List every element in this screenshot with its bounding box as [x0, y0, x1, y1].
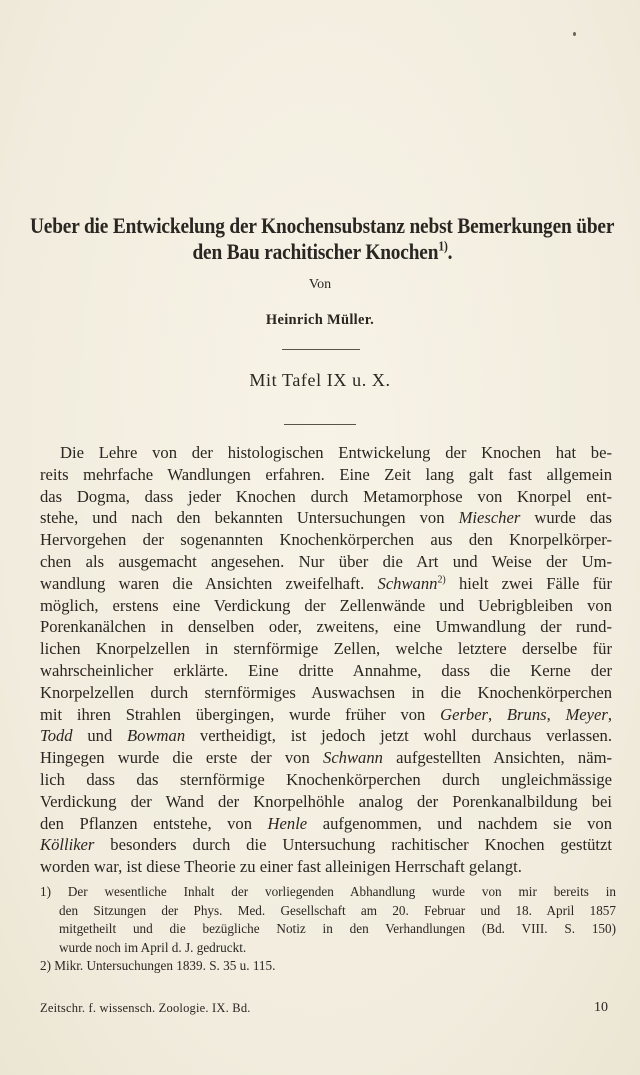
article-title [30, 213, 615, 265]
text-line [40, 769, 612, 791]
page-number: 10 [594, 1000, 608, 1015]
footnote-ref: 2) [437, 574, 446, 586]
footnote-line: 1) Der wesentliche Inhalt der vorliegenden Abhandlung wurde von mir bereits in [40, 884, 616, 899]
text-run: Hingegen wurde die erste der von [40, 748, 324, 768]
text-run: Knorpelzellen durch sternförmiges Auswachsen in die Knochenkörperchen [40, 682, 612, 702]
text-line [40, 747, 612, 769]
author-citation: Miescher [458, 508, 521, 528]
text-run: hielt zwei Fälle für [445, 573, 612, 593]
footnote-line: 2) Mikr. Untersuchungen 1839. S. 35 u. 115. [40, 958, 276, 973]
plates-note: Mit Tafel IX u. X. [249, 370, 391, 390]
text-line [40, 813, 612, 835]
text-line [40, 638, 612, 660]
author-citation: Schwann [377, 573, 438, 593]
author-citation: Henle [267, 813, 308, 833]
author-citation: Schwann [323, 748, 383, 768]
text-line [40, 704, 612, 726]
author-citation: Meyer [565, 704, 608, 724]
author-name: Heinrich Müller. [265, 312, 375, 328]
footnotes [40, 883, 616, 976]
text-line [40, 682, 612, 704]
text-line [40, 551, 612, 573]
text-run: aufgestellten Ansichten, näm- [382, 748, 612, 768]
text-line [40, 573, 612, 595]
text-run: wurde das [520, 508, 612, 528]
text-run: Hervorgehen der sogenannten Knochenkörperchen aus den Knorpelkörper- [40, 530, 612, 550]
text-line [40, 442, 612, 464]
text-line [40, 616, 612, 638]
text-line [40, 595, 612, 617]
text-run: lichen Knorpelzellen in sternförmige Zellen, welche letztere derselbe für [40, 639, 612, 659]
text-run: wahrscheinlicher erklärte. Eine dritte Annahme, dass die Kerne der [40, 660, 612, 680]
text-line [40, 856, 612, 878]
text-line [40, 486, 612, 508]
text-run: vertheidigt, ist jedoch jetzt wohl durchaus verlassen. [185, 726, 612, 746]
text-run: , [488, 704, 507, 724]
author-citation: Gerber [440, 704, 489, 724]
text-run: den Pflanzen entstehe, von [40, 813, 268, 833]
text-line [40, 464, 612, 486]
text-run: reits mehrfache Wandlungen erfahren. Eine Zeit lang galt fast allgemein [40, 464, 612, 484]
text-line [40, 529, 612, 551]
footnote-line: den Sitzungen der Phys. Med. Gesellschaft am 20. Februar und 18. April 1857 [59, 902, 616, 918]
title-end: . [447, 239, 453, 264]
text-run: Verdickung der Wand der Knorpelhöhle analog der Porenkanalbildung bei [40, 791, 612, 811]
author-citation: Bowman [127, 726, 186, 746]
text-run: , [546, 704, 566, 724]
text-run: besonders durch die Untersuchung rachitischer Knochen gestützt [94, 835, 612, 855]
text-run: stehe, und nach den bekannten Untersuchungen von [40, 508, 459, 528]
journal-reference: Zeitschr. f. wissensch. Zoologie. IX. Bd. [40, 1001, 251, 1015]
text-run: Porenkanälchen in denselben oder, zweitens, eine Umwandlung der rund- [40, 617, 612, 637]
title-line-1: Ueber die Entwickelung der Knochensubstanz nebst Bemerkungen über [30, 213, 615, 238]
ink-speck [573, 32, 576, 36]
text-run: und [72, 726, 128, 746]
title-footnote-ref: 1) [438, 238, 448, 254]
text-line [40, 507, 612, 529]
text-run: lich dass das sternförmige Knochenkörperchen durch ungleichmässige [40, 769, 612, 789]
text-run: Die Lehre von der histologischen Entwickelung der Knochen hat be- [60, 443, 612, 462]
text-run: worden war, ist diese Theorie zu einer fast alleinigen Herrschaft gelangt. [40, 857, 522, 877]
text-line [40, 725, 612, 747]
text-line [40, 791, 612, 813]
text-run: , [607, 704, 613, 724]
body-paragraph [40, 442, 612, 878]
text-run: mit ihren Strahlen übergingen, wurde früher von [40, 704, 441, 724]
title-line-2 [30, 239, 615, 265]
divider-rule [282, 349, 360, 350]
footnote-line: mitgetheilt und die bezügliche Notiz in den Verhandlungen (Bd. VIII. S. 150) [59, 921, 616, 936]
text-run: das Dogma, dass jeder Knochen durch Metamorphose von Knorpel ent- [40, 486, 612, 506]
title-line-2-text: den Bau rachitischer Knochen [192, 239, 439, 264]
text-run: chen als ausgemacht angesehen. Nur über die Art und Weise der Um- [40, 551, 612, 571]
text-run: wandlung waren die Ansichten zweifelhaft. [40, 573, 378, 593]
footnote-line: wurde noch im April d. J. gedruckt. [59, 939, 247, 955]
author-citation: Bruns [506, 704, 547, 724]
text-line [40, 660, 612, 682]
divider-rule [284, 424, 356, 425]
text-line [40, 834, 612, 856]
text-run: aufgenommen, und nachdem sie von [307, 813, 612, 833]
text-run: möglich, erstens eine Verdickung der Zellenwände und Uebrigbleiben von [40, 595, 612, 615]
author-citation: Kölliker [40, 835, 95, 855]
byline-von: Von [308, 277, 332, 292]
author-citation: Todd [40, 726, 73, 746]
